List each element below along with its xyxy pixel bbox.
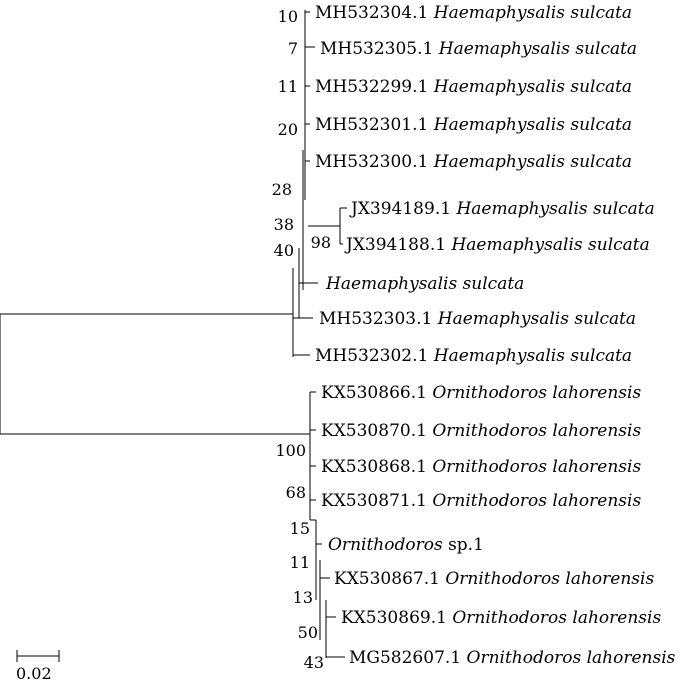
taxon-label: JX394188.1 Haemaphysalis sulcata bbox=[346, 235, 650, 255]
bootstrap-value: 98 bbox=[310, 233, 331, 252]
bootstrap-value: 13 bbox=[292, 588, 313, 607]
taxon-label: Haemaphysalis sulcata bbox=[326, 274, 525, 294]
taxon-label: MH532301.1 Haemaphysalis sulcata bbox=[315, 115, 633, 135]
taxon-label: KX530870.1 Ornithodoros lahorensis bbox=[321, 421, 642, 441]
bootstrap-value: 38 bbox=[273, 215, 294, 234]
bootstrap-value: 28 bbox=[271, 180, 292, 199]
bootstrap-value: 20 bbox=[277, 120, 298, 139]
taxon-label: KX530869.1 Ornithodoros lahorensis bbox=[341, 608, 662, 628]
bootstrap-value: 11 bbox=[289, 553, 310, 572]
bootstrap-values bbox=[272, 7, 331, 672]
taxon-label: MH532299.1 Haemaphysalis sulcata bbox=[315, 77, 633, 97]
taxon-label: MH532304.1 Haemaphysalis sulcata bbox=[315, 3, 633, 23]
taxon-label: JX394189.1 Haemaphysalis sulcata bbox=[351, 199, 655, 219]
taxon-label: KX530867.1 Ornithodoros lahorensis bbox=[334, 569, 655, 589]
bootstrap-value: 68 bbox=[285, 483, 306, 502]
taxon-label: MH532305.1 Haemaphysalis sulcata bbox=[320, 39, 638, 59]
taxon-label: MH532300.1 Haemaphysalis sulcata bbox=[315, 152, 633, 172]
taxon-label: KX530871.1 Ornithodoros lahorensis bbox=[321, 491, 642, 511]
bootstrap-value: 11 bbox=[277, 77, 298, 96]
taxon-label: Ornithodoros sp.1 bbox=[328, 535, 484, 555]
taxon-labels bbox=[315, 3, 676, 668]
taxon-label: MH532302.1 Haemaphysalis sulcata bbox=[315, 346, 633, 366]
taxon-label: MG582607.1 Ornithodoros lahorensis bbox=[349, 648, 676, 668]
taxon-label: KX530868.1 Ornithodoros lahorensis bbox=[321, 457, 642, 477]
scale-bar-label: 0.02 bbox=[16, 664, 52, 683]
bootstrap-value: 50 bbox=[297, 623, 318, 642]
bootstrap-value: 15 bbox=[289, 519, 310, 538]
bootstrap-value: 100 bbox=[275, 441, 306, 460]
bootstrap-value: 10 bbox=[277, 7, 298, 26]
scale-bar bbox=[16, 650, 59, 683]
bootstrap-value: 43 bbox=[303, 653, 324, 672]
bootstrap-value: 7 bbox=[287, 39, 298, 58]
taxon-label: KX530866.1 Ornithodoros lahorensis bbox=[321, 383, 642, 403]
taxon-label: MH532303.1 Haemaphysalis sulcata bbox=[319, 309, 637, 329]
bootstrap-value: 40 bbox=[273, 241, 294, 260]
